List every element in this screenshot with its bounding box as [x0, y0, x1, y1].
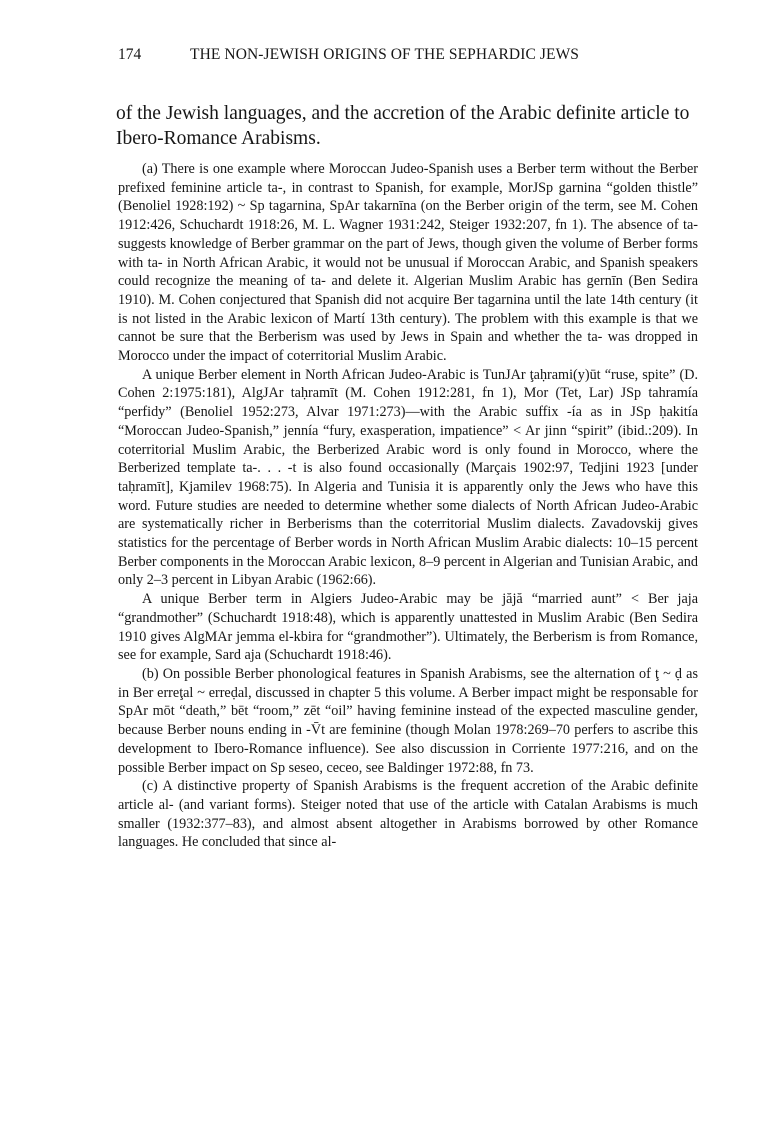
page-number: 174 — [118, 46, 142, 63]
paragraph-a: (a) There is one example where Moroccan Judeo-Spanish uses a Berber term without the Berber prefixed feminine article ta-, in contrast to Spanish, for example, MorJSp garnina “golden thistle” (Benoliel 1928:192) ~ Sp tagarnina, SpAr takarnīna (on the Berber origin of the term, see M. Cohen 1912:426, Schuchardt 1918:26, M. L. Wagner 1931:242, Steiger 1932:207, fn 1). The absence of ta- suggests knowledge of Berber grammar on the part of Jews, though given the volume of Berber forms with ta- in North African Arabic, it would not be unusual if Moroccan Arabic, and Spanish speakers could recognize the meaning of ta- and delete it. Algerian Muslim Arabic has gernīn (Ben Sedira 1910). M. Cohen conjectured that Spanish did not acquire Ber tagarnina until the late 14th century (it is not listed in the Arabic lexicon of Martí 13th century). The problem with this example is that we cannot be sure that the Berberism was used by Jews in Spain and whether the ta- was dropped in Morocco under the impact of coterritorial Muslim Arabic. — [118, 161, 698, 365]
paragraph-b: (b) On possible Berber phonological features in Spanish Arabisms, see the alternation of ţ ~ ḍ as in Ber erreţal ~ erreḍal, discussed in chapter 5 this volume. A Berber impact might be responsable for SpAr mōt “death,” bēt “room,” zēt “oil” having feminine instead of the expected masculine gender, because Berber nouns ending in -V̄t are feminine (though Molan 1978:269–70 perfers to ascribe this development to Ibero-Romance influence). See also discussion in Corriente 1977:216, and on the possible Berber impact on Sp seseo, ceceo, see Baldinger 1972:88, fn 73. — [118, 665, 698, 776]
paragraph-jaja: A unique Berber term in Algiers Judeo-Arabic may be jăjă “married aunt” < Ber jaja “grandmother” (Schuchardt 1918:48), which is apparently unattested in Muslim Arabic (Ben Sedira 1910 gives AlgMAr jemma el-kbira for “grandmother”). Ultimately, the Berberism is from Romance, see for example, Sard aja (Schuchardt 1918:46). — [118, 591, 698, 664]
paragraph-tahramiyut: A unique Berber element in North African Judeo-Arabic is TunJAr ţaḥrami(y)ūt “ruse, spite” (D. Cohen 2:1975:181), AlgJAr taḥramīt (M. Cohen 1912:281, fn 1), Mor (Tet, Lar) JSp tahramía “perfidy” (Benoliel 1952:273, Alvar 1971:273)—with the Arabic suffix -ía as in JSp ḥakitía “Moroccan Judeo-Spanish,” jennía “fury, exasperation, impatience” < Ar jinn “spirit” (ibid.:209). In coterritorial Muslim Arabic, the Berberized Arabic word is only found in Morocco, where the Berberized template ta-. . . -t is also found occasionally (Marçais 1902:97, Tedjini 1923 [under taḥramīt], Kjamilev 1968:75). In Algeria and Tunisia it is apparently only the Jews who have this word. Future studies are needed to determine whether some dialects of North African Judeo-Arabic are systematically richer in Berberisms than the coterritorial Muslim dialects. Zavadovskij gives statistics for the percentage of Berber words in North African Muslim Arabic dialects: 10–15 percent Berber components in the Moroccan Arabic lexicon, 8–9 percent in Algerian and Tunisian Arabic, and only 2–3 percent in Libyan Arabic (1962:66). — [118, 366, 698, 589]
paragraph-c: (c) A distinctive property of Spanish Arabisms is the frequent accretion of the Arabic definite article al- (and variant forms). Steiger noted that use of the article with Catalan Arabisms is much smaller (1932:377–83), and almost absent altogether in Arabisms borrowed by other Romance languages. He concluded that since al- — [118, 778, 698, 851]
running-title: THE NON-JEWISH ORIGINS OF THE SEPHARDIC JEWS — [190, 46, 580, 63]
body-text — [118, 160, 698, 852]
lead-paragraph: of the Jewish languages, and the accretion of the Arabic definite article to Ibero-Romance Arabisms. — [116, 103, 690, 149]
running-head — [118, 46, 708, 64]
